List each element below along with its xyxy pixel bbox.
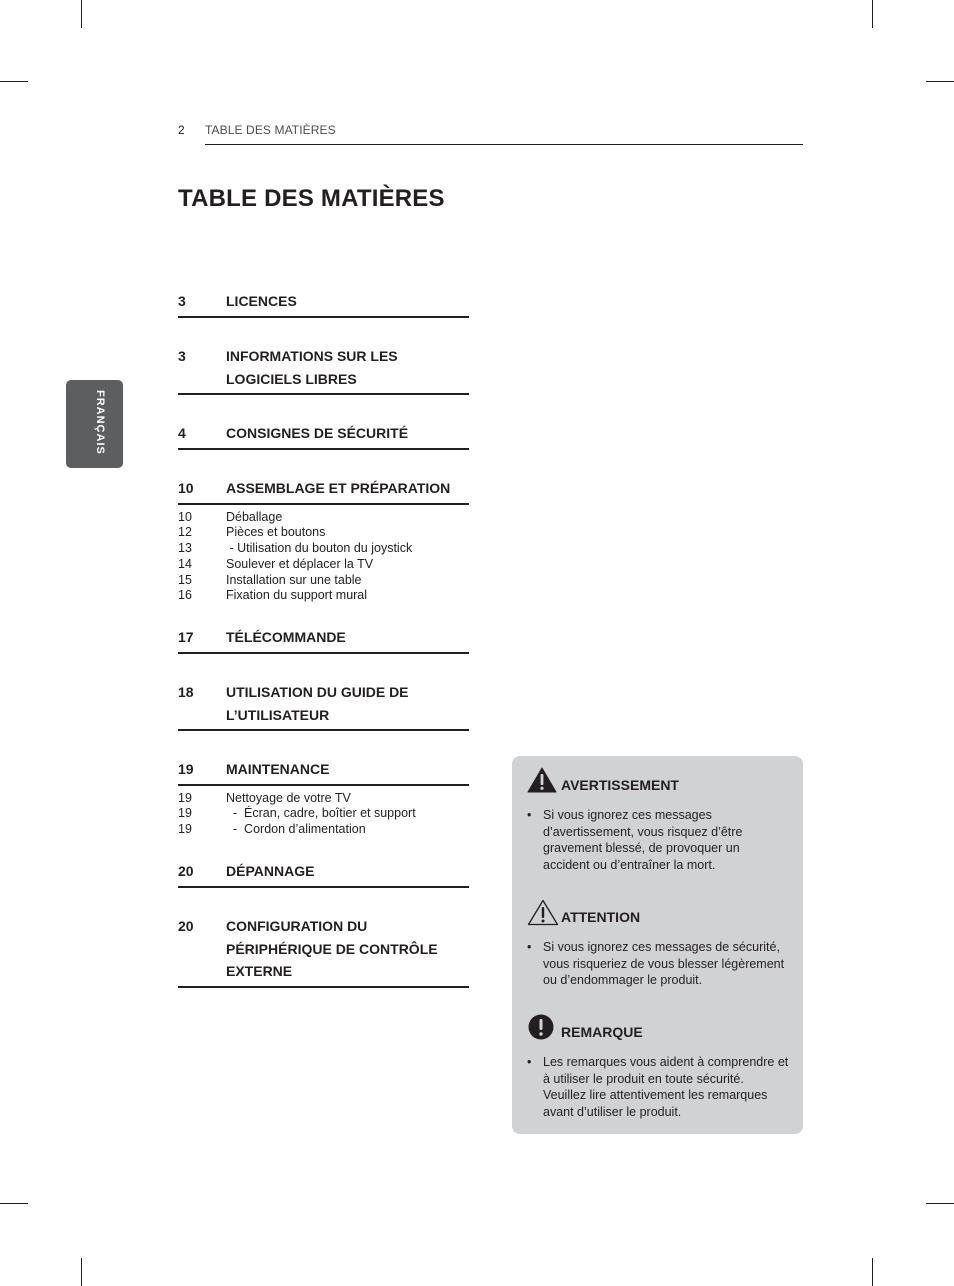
toc-page: 3 [178,348,186,364]
crop-mark-top-left-h [0,81,28,82]
crop-mark-top-left [81,0,82,28]
toc-subitem-page: 19 [178,806,192,821]
toc-subitem-page: 16 [178,588,192,603]
toc-page: 3 [178,293,186,309]
toc-subitem-page: 10 [178,509,192,524]
notice-title: REMARQUE [561,1024,643,1040]
toc-rule [178,784,469,786]
toc-heading [178,290,469,313]
toc-page: 17 [178,629,194,645]
bullet-icon: • [527,940,532,954]
toc-section-external-control[interactable] [178,915,469,988]
toc-subitem-title: Fixation du support mural [226,588,368,603]
page-number: 2 [178,123,185,137]
crop-mark-bottom-right [872,1258,873,1286]
toc-subitem-title: Pièces et boutons [226,525,326,540]
toc-section-open-source[interactable] [178,345,469,395]
toc-section-licences[interactable] [178,290,469,318]
toc-page: 19 [178,761,194,777]
toc-subitem[interactable] [178,525,469,541]
toc-subitem-page: 14 [178,556,192,571]
toc-title: CONSIGNES DE SÉCURITÉ [226,425,409,441]
toc-title: TÉLÉCOMMANDE [226,629,346,645]
toc-page: 10 [178,480,194,496]
crop-mark-bottom-left [81,1258,82,1286]
toc-section-user-guide[interactable] [178,681,469,731]
toc-subitem-page: 13 [178,541,192,556]
toc-subitems [178,791,469,838]
note-notice [527,1014,789,1120]
header-title: TABLE DES MATIÈRES [205,123,336,137]
toc-subitem[interactable] [178,573,469,589]
toc-section-troubleshooting[interactable] [178,860,469,888]
toc-subitem-title: - Écran, cadre, boîtier et support [226,806,416,821]
crop-mark-top-right-h [926,81,954,82]
toc-heading [178,681,469,726]
toc-page: 18 [178,684,194,700]
warning-filled-icon [527,767,557,798]
toc-page: 4 [178,425,186,441]
notice-text: Si vous ignorez ces messages d’avertissement, vous risquez d’être gravement blessé, de provoquer un accident ou d’entraîner la mort. [543,808,743,872]
exclamation-circle-icon [527,1014,555,1047]
toc-subitem-title: - Utilisation du bouton du joystick [226,541,413,556]
language-tab [66,380,123,468]
toc-rule [178,448,469,450]
toc-title: INFORMATIONS SUR LES LOGICIELS LIBRES [226,348,398,387]
toc-rule [178,986,469,988]
notice-title: ATTENTION [561,909,641,925]
header-rule [205,144,803,145]
toc-subitem[interactable] [178,557,469,573]
notice-box [512,756,803,1134]
notice-header [527,899,789,929]
warning-outline-icon [527,899,559,931]
toc-subitem-page: 12 [178,525,192,540]
toc-subitem-title: Nettoyage de votre TV [226,790,351,805]
toc-heading [178,345,469,390]
notice-text: Les remarques vous aident à comprendre et à utiliser le produit en toute sécurité. Veuillez lire attentivement les remarques avant d’utiliser le produit. [543,1055,789,1119]
page-title: TABLE DES MATIÈRES [178,185,445,212]
toc-subitem-title: Soulever et déplacer la TV [226,556,374,571]
toc-subitem[interactable] [178,791,469,807]
toc-heading [178,915,469,983]
toc-heading [178,422,469,445]
toc-subitem[interactable] [178,822,469,838]
toc-title: CONFIGURATION DU PÉRIPHÉRIQUE DE CONTRÔLE EXTERNE [226,918,438,979]
notice-item [527,1054,789,1120]
toc-rule [178,316,469,318]
notice-item [527,807,789,873]
running-header [178,123,803,145]
toc-heading [178,758,469,781]
toc-subitem[interactable] [178,510,469,526]
toc-subitem[interactable] [178,541,469,557]
crop-mark-top-right [872,0,873,28]
toc-title: ASSEMBLAGE ET PRÉPARATION [226,480,451,496]
toc-subitem-page: 19 [178,790,192,805]
bullet-icon: • [527,808,532,822]
toc-rule [178,729,469,731]
language-tab-label: FRANÇAIS [94,390,106,455]
toc-subitem-title: - Cordon d’alimentation [226,822,366,837]
warning-notice [527,767,789,873]
notice-header [527,767,789,797]
notice-title: AVERTISSEMENT [561,777,679,793]
toc-heading [178,477,469,500]
caution-notice [527,899,789,989]
toc-subitems [178,510,469,605]
notice-text: Si vous ignorez ces messages de sécurité, vous risqueriez de vous blesser légèrement ou d’endommager le produit. [543,940,785,987]
toc-subitem[interactable] [178,588,469,604]
notice-item [527,939,789,989]
toc-title: DÉPANNAGE [226,863,315,879]
toc-subitem-title: Déballage [226,509,283,524]
toc-section-assembly[interactable] [178,477,469,604]
toc-subitem-page: 15 [178,572,192,587]
toc-section-safety[interactable] [178,422,469,450]
bullet-icon: • [527,1055,532,1069]
toc-section-maintenance[interactable] [178,758,469,838]
toc-rule [178,393,469,395]
toc-title: UTILISATION DU GUIDE DE L’UTILISATEUR [226,684,409,723]
notice-header [527,1014,789,1044]
toc-subitem-page: 19 [178,822,192,837]
toc-heading [178,860,469,883]
toc-page: 20 [178,918,194,934]
toc-rule [178,503,469,505]
toc-heading [178,626,469,649]
toc-subitem-title: Installation sur une table [226,572,362,587]
crop-mark-bottom-left-h [0,1203,28,1204]
toc-rule [178,652,469,654]
crop-mark-bottom-right-h [926,1203,954,1204]
toc-title: LICENCES [226,293,297,309]
toc-subitem[interactable] [178,806,469,822]
toc-page: 20 [178,863,194,879]
toc-title: MAINTENANCE [226,761,330,777]
toc-section-remote[interactable] [178,626,469,654]
toc-rule [178,886,469,888]
